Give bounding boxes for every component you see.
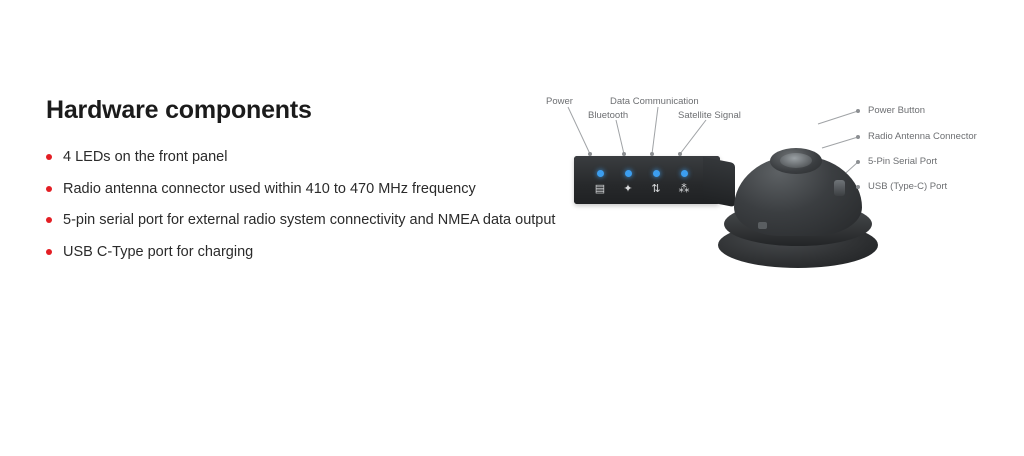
usb-type-c-port [758,222,767,229]
satellite-icon: ⁂ [678,183,690,195]
hardware-components-list [46,147,586,262]
bullet-dot-icon [46,154,52,160]
list-item-text: 5-pin serial port for external radio system connectivity and NMEA data output [63,212,556,229]
data-communication-led [653,170,660,177]
data-transfer-icon: ⇅ [651,183,661,195]
callout-dot [678,152,682,156]
list-item-text: 4 LEDs on the front panel [63,149,228,165]
label-radio-antenna-connector: Radio Antenna Connector [868,131,977,142]
label-satellite-signal: Satellite Signal [678,110,741,121]
label-power-button: Power Button [868,105,926,116]
bullet-dot-icon [46,186,52,192]
bluetooth-led [625,170,632,177]
label-power: Power [546,96,573,107]
label-data-communication: Data Communication [610,96,699,107]
radio-antenna-connector [780,153,812,168]
list-item [46,242,575,263]
bluetooth-icon: ✦ [623,183,633,195]
gnss-receiver-device [718,142,878,274]
power-led [597,170,604,177]
callout-dot [856,135,860,139]
power-button [834,180,845,196]
list-item-text: Radio antenna connector used within 410 to 470 MHz frequency [63,180,476,197]
callout-dot [856,185,860,189]
page-title: Hardware components [46,96,312,124]
battery-icon: ▤ [594,183,606,195]
callout-dot [588,152,592,156]
list-item-text: USB C-Type port for charging [63,243,254,260]
label-bluetooth: Bluetooth [588,110,629,121]
list-item [46,179,575,200]
list-item [46,147,575,168]
callout-dot [622,152,626,156]
satellite-signal-led [681,170,688,177]
label-5-pin-serial-port: 5-Pin Serial Port [868,156,938,167]
hardware-components-section [46,96,586,273]
bullet-dot-icon [46,249,52,255]
callout-dot [650,152,654,156]
hardware-diagram [528,82,998,292]
front-panel-face [574,156,720,204]
callout-dot [856,160,860,164]
callout-dot [856,109,860,113]
list-item [46,210,575,231]
front-panel [574,156,720,204]
bullet-dot-icon [46,217,52,223]
label-usb-type-c-port: USB (Type-C) Port [868,181,948,192]
